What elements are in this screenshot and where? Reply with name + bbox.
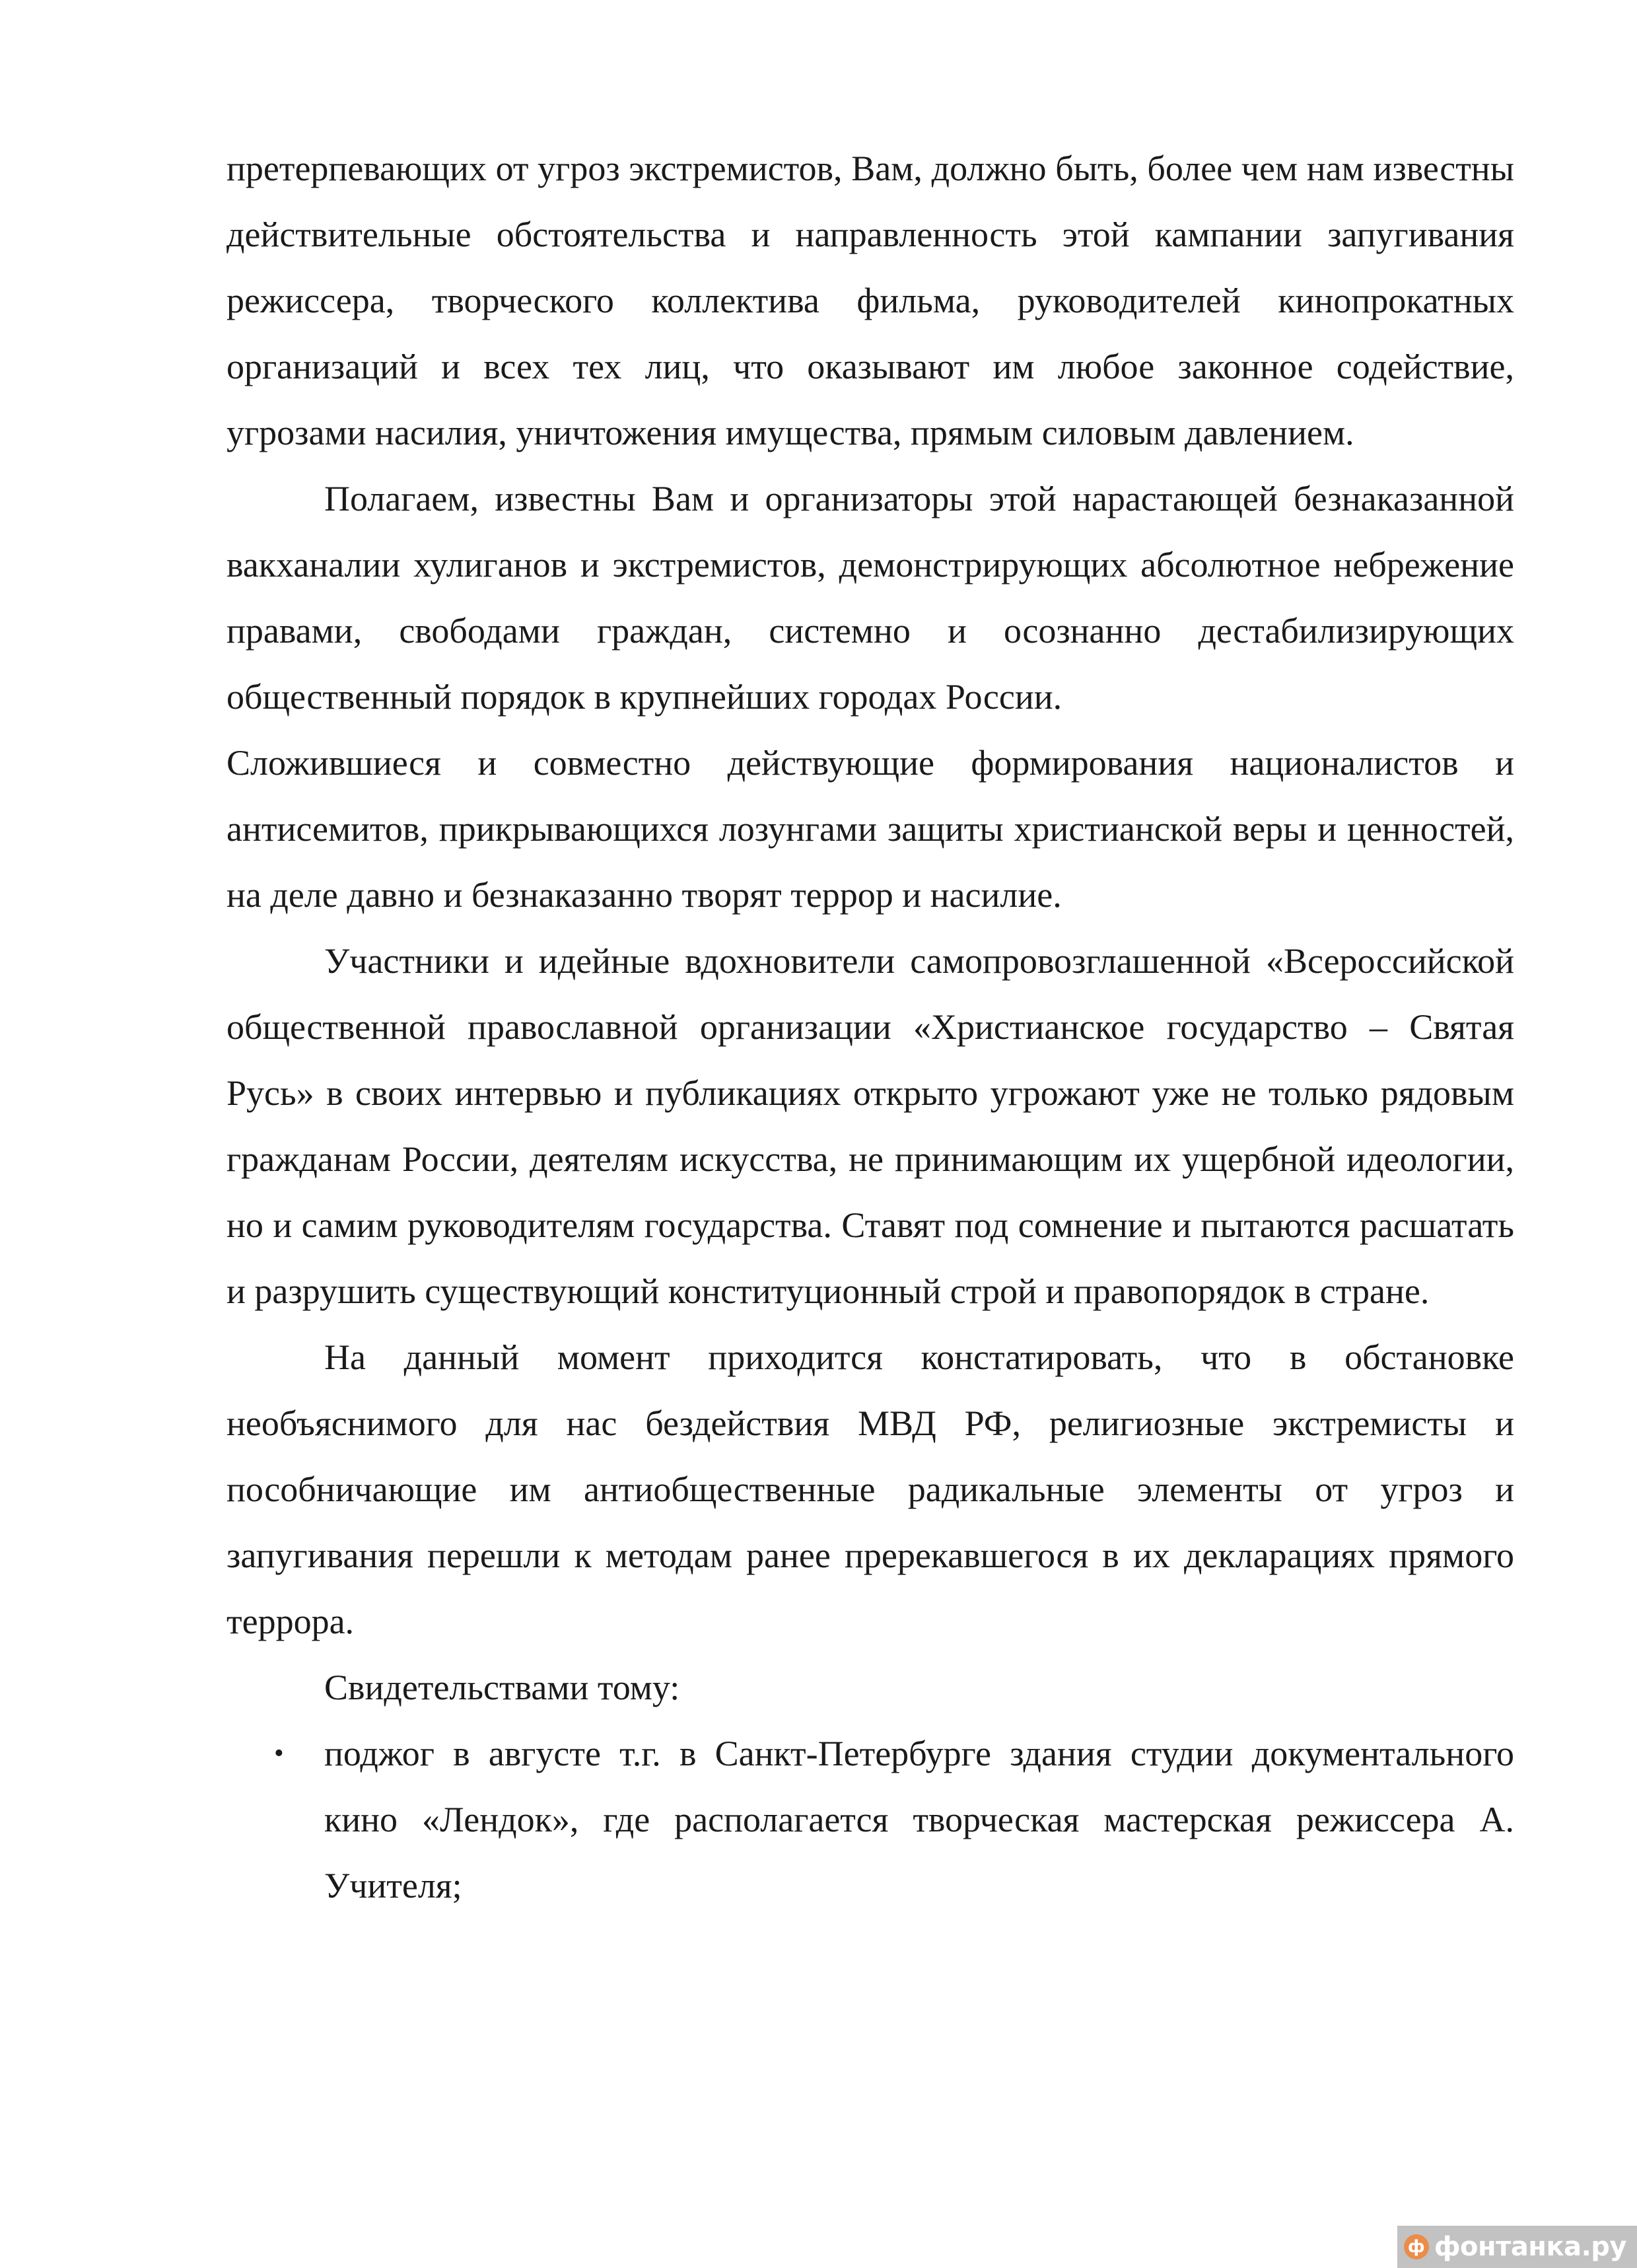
watermark-text: фонтанка.ру xyxy=(1434,2232,1626,2262)
fontanka-logo-icon: ф xyxy=(1404,2234,1429,2259)
fontanka-watermark xyxy=(1397,2226,1637,2268)
list-item-text: поджог в августе т.г. в Санкт-Петербурге здания студии документального кино «Лендок», где располагается творческая мастерская режиссера А. Учителя; xyxy=(324,1734,1514,1905)
paragraph-organizers: Полагаем, известны Вам и организаторы этой нарастающей безнаказанной вакханалии хулиганов и экстремистов, демонстрирующих абсолютное небрежение правами, свободами граждан, системно и осознанно дестабилизирующих общественный порядок в крупнейших городах России. xyxy=(226,479,1514,717)
paragraph-evidence-intro: Свидетельствами тому: xyxy=(324,1668,680,1707)
paragraph-continuation: претерпевающих от угроз экстремистов, Вам, должно быть, более чем нам известны действительные обстоятельства и направленность этой кампании запугивания режиссера, творческого коллектива фильма, руководителей кинопрокатных организаций и всех тех лиц, что оказывают им любое законное содействие, угрозами насилия, уничтожения имущества, прямым силовым давлением. xyxy=(226,149,1514,452)
letter-body xyxy=(226,135,1514,1919)
paragraph-participants: Участники и идейные вдохновители самопровозглашенной «Всероссийской общественной православной организации «Христианское государство – Святая Русь» в своих интервью и публикациях открыто угрожают уже не только рядовым гражданам России, деятелям искусства, не принимающим их ущербной идеологии, но и самим руководителям государства. Ставят под сомнение и пытаются расшатать и разрушить существующий конституционный строй и правопорядок в стране. xyxy=(226,941,1514,1311)
paragraph-current-situation: На данный момент приходится констатировать, что в обстановке необъяснимого для нас бездействия МВД РФ, религиозные экстремисты и пособничающие им антиобщественные радикальные элементы от угроз и запугивания перешли к методам ранее пререкавшегося в их декларациях прямого террора. xyxy=(226,1337,1514,1641)
list-item xyxy=(226,1720,1514,1919)
evidence-list xyxy=(226,1720,1514,1919)
paragraph-nationalists: Сложившиеся и совместно действующие формирования националистов и антисемитов, прикрывающихся лозунгами защиты христианской веры и ценностей, на деле давно и безнаказанно творят террор и насилие. xyxy=(226,743,1514,915)
bullet-icon: • xyxy=(274,1738,284,1769)
